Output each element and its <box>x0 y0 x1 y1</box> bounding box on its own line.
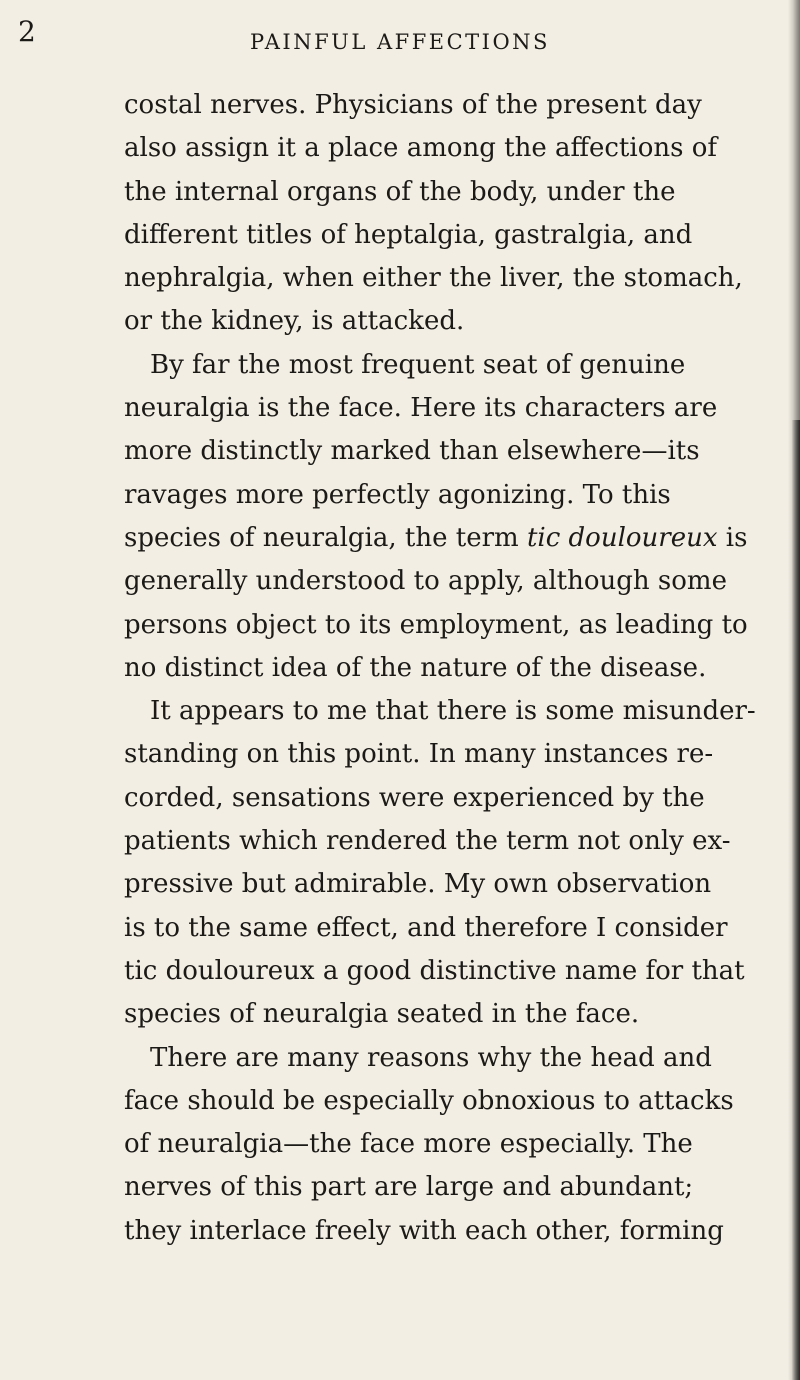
text-line: more distinctly marked than elsewhere—its <box>124 436 700 467</box>
text-line: they interlace freely with each other, forming <box>124 1215 724 1246</box>
text-line: generally understood to apply, although some <box>124 566 727 597</box>
text-line: species of neuralgia seated in the face. <box>124 999 640 1030</box>
text-line: or the kidney, is attacked. <box>124 306 465 337</box>
text-line: no distinct idea of the nature of the disease. <box>124 652 707 683</box>
text-line: nerves of this part are large and abundant; <box>124 1172 694 1203</box>
text-line: costal nerves. Physicians of the present day <box>124 90 702 120</box>
text-line: patients which rendered the term not only ex- <box>124 826 731 857</box>
text-line: corded, sensations were experienced by the <box>124 782 705 813</box>
text-line: neuralgia is the face. Here its characters are <box>124 393 718 424</box>
text-line: standing on this point. In many instances re- <box>124 739 714 770</box>
page-binding-edge <box>792 420 800 1380</box>
paragraph-start-line: There are many reasons why the head and <box>150 1042 712 1073</box>
text-line: pressive but admirable. My own observation <box>124 869 712 900</box>
page-number: 2 <box>18 15 36 48</box>
text-line: face should be especially obnoxious to attacks <box>124 1085 734 1116</box>
text-line: of neuralgia—the face more especially. The <box>124 1129 693 1160</box>
text-line: is to the same effect, and therefore I consider <box>124 912 728 943</box>
text-segment: species of neuralgia, the term <box>124 522 527 553</box>
text-line: nephralgia, when either the liver, the stomach, <box>124 263 743 294</box>
paragraph-start-line: It appears to me that there is some misunder- <box>150 696 756 727</box>
italic-term: tic douloureux <box>526 522 718 553</box>
text-line: ravages more perfectly agonizing. To this <box>124 479 671 510</box>
text-line: persons object to its employment, as leading to <box>124 609 748 640</box>
text-line: the internal organs of the body, under the <box>124 176 676 207</box>
text-segment: is <box>717 522 748 553</box>
text-line: different titles of heptalgia, gastralgia, and <box>124 219 693 250</box>
body-text <box>124 84 794 1253</box>
running-head: PAINFUL AFFECTIONS <box>250 30 550 54</box>
paragraph-start-line: By far the most frequent seat of genuine <box>150 349 686 380</box>
text-line: also assign it a place among the affections of <box>124 133 717 164</box>
text-line: tic douloureux a good distinctive name for that <box>124 955 745 986</box>
text-line-with-italic <box>124 517 794 560</box>
